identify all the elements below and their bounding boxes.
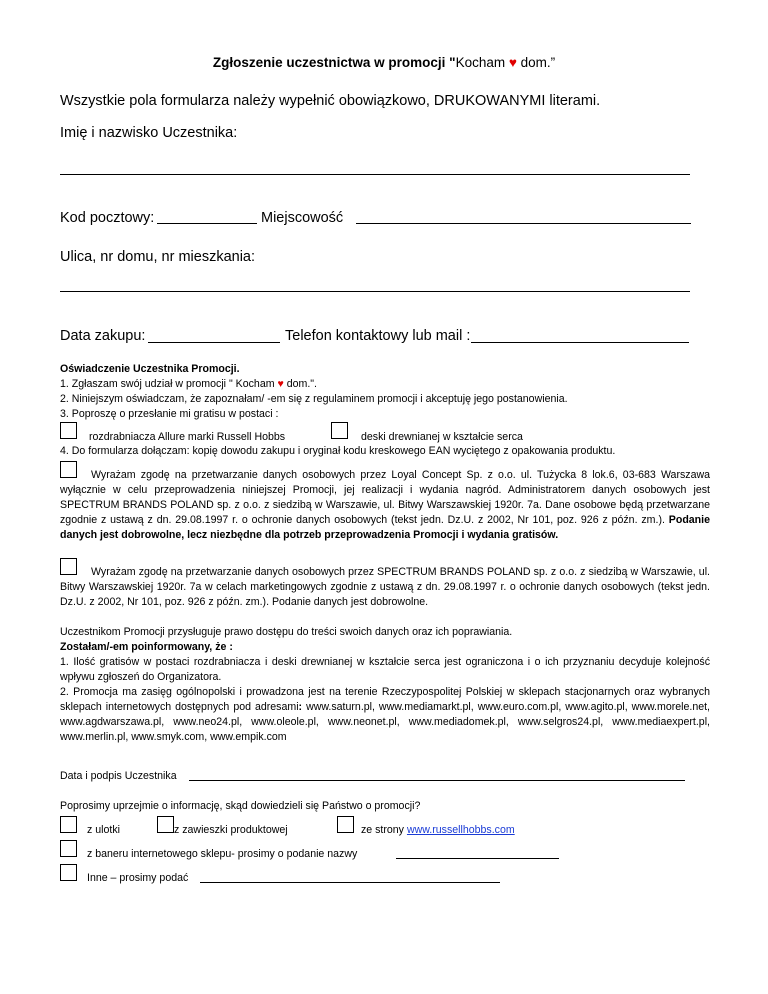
informed-point-2-colon: : bbox=[298, 701, 303, 713]
source-other-input-line[interactable] bbox=[200, 882, 500, 883]
purchase-date-input-line[interactable] bbox=[148, 342, 280, 343]
consent-marketing-text: Wyrażam zgodę na przetwarzanie danych osobowych przez SPECTRUM BRANDS POLAND sp. z o.o. z siedzibą w Warszawie, ul. Bitwy Warszawskiej 1920r. 7a w celach marketingowych zgodnie z ustawą z dn. 29.08.1997 r. o ochronie danych osobowych (tekst jedn. Dz.U. z 2002, Nr 101, poz. 926 z późn. zm.). Podanie danych jest dobrowolne. bbox=[60, 566, 710, 608]
source-banner-checkbox[interactable] bbox=[60, 840, 77, 857]
source-leaflet-label: z ulotki bbox=[87, 824, 120, 836]
source-website-prefix: ze strony bbox=[361, 824, 407, 836]
consent-processing-text bbox=[60, 468, 710, 543]
heart-icon: ♥ bbox=[277, 378, 284, 390]
consent-processing-bold: Podanie danych jest dobrowolne, lecz niezbędne dla potrzeb przeprowadzenia Promocji i wydania gratisów. bbox=[60, 514, 710, 541]
source-tag-label: z zawieszki produktowej bbox=[174, 824, 288, 836]
street-label: Ulica, nr domu, nr mieszkania: bbox=[60, 249, 256, 265]
informed-point-2-b: www.saturn.pl, www.mediamarkt.pl, www.euro.com.pl, www.agito.pl, www.morele.net, www.agdwarszawa.pl, www.neo24.pl, www.oleole.pl, www.neonet.pl, www.mediadomek.pl, www.selgros24.pl, www.mediaexpert.pl, www.merlin.pl, www.smyk.com, www.empik.com bbox=[60, 701, 710, 743]
informed-point-1: 1. Ilość gratisów w postaci rozdrabniacza i deski drewnianej w kształcie serca jest ograniczona i o ich przyznaniu decyduje kolejność wpływu zgłoszeń do Organizatora. bbox=[60, 656, 710, 683]
contact-label: Telefon kontaktowy lub mail : bbox=[285, 328, 471, 344]
source-tag-checkbox[interactable] bbox=[157, 816, 174, 833]
informed-heading: Zostałam/-em poinformowany, że : bbox=[60, 641, 233, 653]
instructions: Wszystkie pola formularza należy wypełnić obowiązkowo, DRUKOWANYMI literami. bbox=[60, 93, 601, 109]
consent-processing-body: Wyrażam zgodę na przetwarzanie danych osobowych przez Loyal Concept Sp. z o.o. ul. Tużycka 8 lok.6, 03-683 Warszawa wyłącznie w celu przeprowadzenia niniejszej Promocji, jej realizacji i wydania nagród. Administratorem danych osobowych jest SPECTRUM BRANDS POLAND sp. z o.o. z siedzibą w Warszawie, ul. Bitwy Warszawskiej 1920r. 7a. Dane osobowe będą przetwarzane zgodnie z ustawą z dn. 29.08.1997 r. o ochronie danych osobowych (tekst jedn. Dz.U. z 2002, Nr 101, poz. 926 z późn. zm.). bbox=[60, 469, 710, 526]
survey-question: Poprosimy uprzejmie o informację, skąd dowiedzieli się Państwo o promocji? bbox=[60, 800, 421, 812]
declaration-item-1-a: 1. Zgłaszam swój udział w promocji " Kocham bbox=[60, 378, 278, 390]
source-other-checkbox[interactable] bbox=[60, 864, 77, 881]
title-normal: Kocham bbox=[455, 55, 509, 70]
declaration-item-4: 4. Do formularza dołączam: kopię dowodu zakupu i oryginał kodu kreskowego EAN wyciętego z opakowania produktu. bbox=[60, 445, 616, 457]
source-other-label: Inne – prosimy podać bbox=[87, 872, 189, 884]
postal-code-input-line[interactable] bbox=[157, 223, 257, 224]
russellhobbs-link[interactable]: www.russellhobbs.com bbox=[406, 824, 515, 836]
name-input-line[interactable] bbox=[60, 174, 690, 175]
source-banner-label: z baneru internetowego sklepu- prosimy o podanie nazwy bbox=[87, 848, 358, 860]
declaration-item-2: 2. Niniejszym oświadczam, że zapoznałam/ -em się z regulaminem promocji i akceptuję jego postanowienia. bbox=[60, 393, 568, 405]
rights-line: Uczestnikom Promocji przysługuje prawo dostępu do treści swoich danych oraz ich poprawiania. bbox=[60, 626, 513, 638]
gift-board-label: deski drewnianej w kształcie serca bbox=[361, 431, 523, 443]
title-bold: Zgłoszenie uczestnictwa w promocji " bbox=[212, 55, 456, 70]
declaration-item-1-b: dom.". bbox=[283, 378, 317, 390]
signature-input-line[interactable] bbox=[189, 780, 685, 781]
declaration-heading: Oświadczenie Uczestnika Promocji. bbox=[60, 363, 240, 375]
gift-grinder-label: rozdrabniacza Allure marki Russell Hobbs bbox=[89, 431, 286, 443]
contact-input-line[interactable] bbox=[471, 342, 689, 343]
source-website-label bbox=[361, 823, 515, 838]
informed-point-2-a: 2. Promocja ma zasięg ogólnopolski i prowadzona jest na terenie Rzeczypospolitej Polskiej w sklepach stacjonarnych oraz wybranych sklepach internetowych dostępnych pod adresami bbox=[60, 686, 710, 713]
page-title bbox=[0, 55, 768, 70]
declaration-item-1 bbox=[60, 377, 317, 392]
source-banner-input-line[interactable] bbox=[396, 858, 559, 859]
city-input-line[interactable] bbox=[356, 223, 691, 224]
gift-grinder-checkbox[interactable] bbox=[60, 422, 77, 439]
name-label: Imię i nazwisko Uczestnika: bbox=[60, 125, 238, 141]
gift-board-checkbox[interactable] bbox=[331, 422, 348, 439]
title-tail: dom.” bbox=[516, 55, 556, 70]
signature-label: Data i podpis Uczestnika bbox=[60, 770, 177, 782]
source-leaflet-checkbox[interactable] bbox=[60, 816, 77, 833]
postal-code-label: Kod pocztowy: bbox=[60, 210, 155, 226]
informed-point-2 bbox=[60, 685, 710, 745]
source-website-checkbox[interactable] bbox=[337, 816, 354, 833]
purchase-date-label: Data zakupu: bbox=[60, 328, 146, 344]
declaration-item-3: 3. Poproszę o przesłanie mi gratisu w postaci : bbox=[60, 408, 279, 420]
street-input-line[interactable] bbox=[60, 291, 690, 292]
city-label: Miejscowość bbox=[261, 210, 344, 226]
heart-icon: ♥ bbox=[508, 55, 517, 70]
